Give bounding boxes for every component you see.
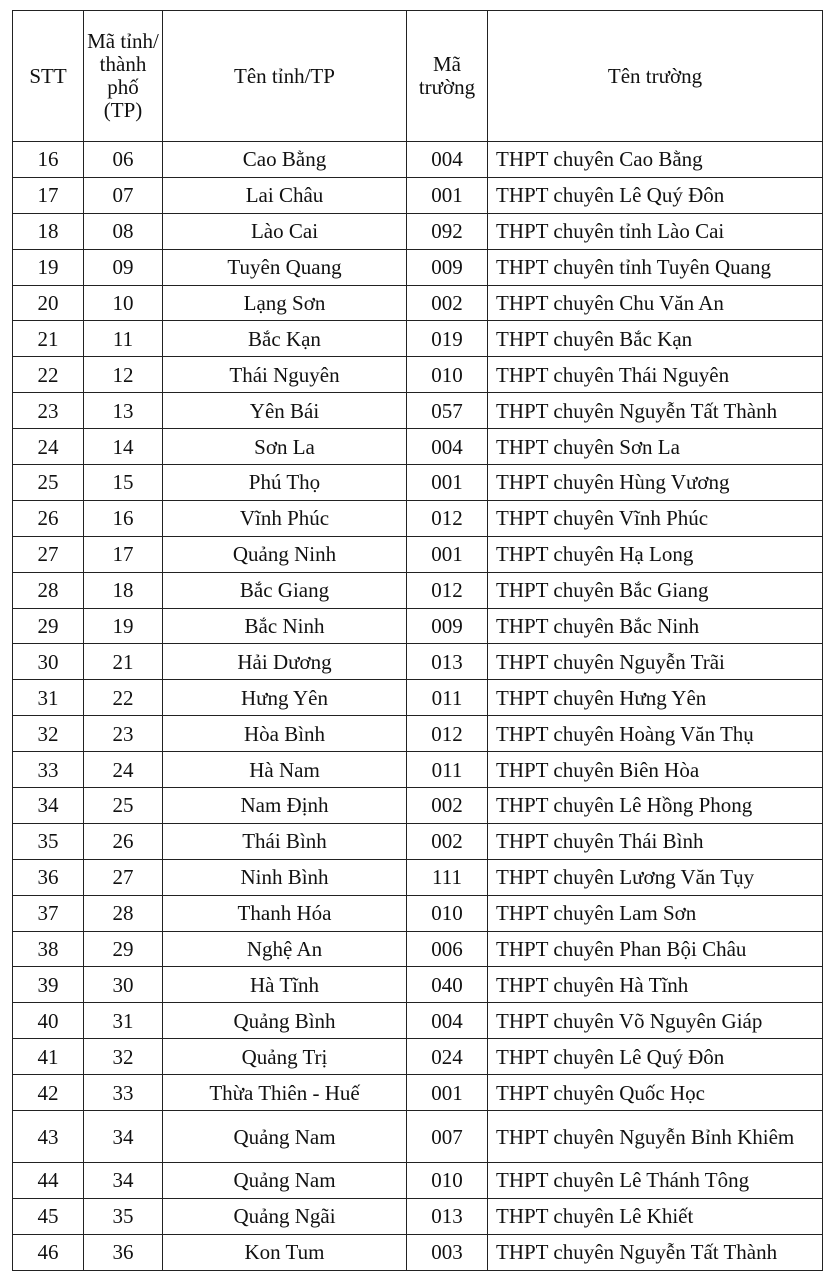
cell-province-code: 15 xyxy=(84,465,163,501)
table-row xyxy=(13,1111,823,1163)
table-row xyxy=(13,1039,823,1075)
cell-stt: 30 xyxy=(13,644,84,680)
cell-stt: 33 xyxy=(13,752,84,788)
cell-school-name: THPT chuyên Hùng Vương xyxy=(488,465,823,501)
cell-stt: 35 xyxy=(13,823,84,859)
cell-stt: 39 xyxy=(13,967,84,1003)
table-row xyxy=(13,465,823,501)
cell-school-code: 004 xyxy=(407,142,488,178)
cell-province-name: Cao Bằng xyxy=(163,142,407,178)
cell-province-code: 32 xyxy=(84,1039,163,1075)
cell-province-name: Tuyên Quang xyxy=(163,249,407,285)
cell-province-code: 21 xyxy=(84,644,163,680)
cell-province-name: Thái Bình xyxy=(163,823,407,859)
cell-school-code: 004 xyxy=(407,429,488,465)
cell-school-name: THPT chuyên Chu Văn An xyxy=(488,285,823,321)
cell-school-code: 003 xyxy=(407,1234,488,1270)
cell-province-code: 19 xyxy=(84,608,163,644)
cell-province-name: Hưng Yên xyxy=(163,680,407,716)
cell-school-name: THPT chuyên Sơn La xyxy=(488,429,823,465)
cell-province-code: 08 xyxy=(84,213,163,249)
cell-province-name: Phú Thọ xyxy=(163,465,407,501)
cell-school-name: THPT chuyên Thái Nguyên xyxy=(488,357,823,393)
table-row xyxy=(13,249,823,285)
cell-province-code: 10 xyxy=(84,285,163,321)
cell-province-name: Thái Nguyên xyxy=(163,357,407,393)
table-row xyxy=(13,823,823,859)
cell-school-code: 040 xyxy=(407,967,488,1003)
table-row xyxy=(13,680,823,716)
cell-stt: 34 xyxy=(13,788,84,824)
cell-province-code: 36 xyxy=(84,1234,163,1270)
cell-school-code: 011 xyxy=(407,680,488,716)
cell-province-code: 25 xyxy=(84,788,163,824)
cell-school-name: THPT chuyên Hưng Yên xyxy=(488,680,823,716)
table-row xyxy=(13,644,823,680)
cell-school-name: THPT chuyên Cao Bằng xyxy=(488,142,823,178)
cell-stt: 42 xyxy=(13,1075,84,1111)
cell-school-code: 007 xyxy=(407,1111,488,1163)
cell-school-code: 019 xyxy=(407,321,488,357)
cell-school-code: 111 xyxy=(407,859,488,895)
cell-province-code: 11 xyxy=(84,321,163,357)
cell-school-name: THPT chuyên Nguyễn Tất Thành xyxy=(488,393,823,429)
cell-stt: 23 xyxy=(13,393,84,429)
cell-province-code: 09 xyxy=(84,249,163,285)
cell-stt: 18 xyxy=(13,213,84,249)
cell-school-code: 013 xyxy=(407,1198,488,1234)
cell-school-name: THPT chuyên tỉnh Lào Cai xyxy=(488,213,823,249)
cell-school-name: THPT chuyên Quốc Học xyxy=(488,1075,823,1111)
table-row xyxy=(13,752,823,788)
cell-province-name: Thanh Hóa xyxy=(163,895,407,931)
header-province-code: Mã tỉnh/ thành phố (TP) xyxy=(84,11,163,142)
cell-province-name: Hà Nam xyxy=(163,752,407,788)
cell-school-name: THPT chuyên Bắc Giang xyxy=(488,572,823,608)
cell-stt: 24 xyxy=(13,429,84,465)
cell-school-code: 012 xyxy=(407,500,488,536)
cell-stt: 25 xyxy=(13,465,84,501)
cell-school-code: 001 xyxy=(407,177,488,213)
cell-province-code: 34 xyxy=(84,1111,163,1163)
cell-stt: 27 xyxy=(13,536,84,572)
cell-stt: 44 xyxy=(13,1163,84,1199)
cell-school-code: 002 xyxy=(407,788,488,824)
cell-school-name: THPT chuyên Biên Hòa xyxy=(488,752,823,788)
cell-school-name: THPT chuyên Thái Bình xyxy=(488,823,823,859)
cell-school-name: THPT chuyên Lương Văn Tụy xyxy=(488,859,823,895)
cell-province-code: 22 xyxy=(84,680,163,716)
cell-stt: 41 xyxy=(13,1039,84,1075)
table-row xyxy=(13,608,823,644)
cell-school-name: THPT chuyên Võ Nguyên Giáp xyxy=(488,1003,823,1039)
cell-school-name: THPT chuyên Lê Quý Đôn xyxy=(488,177,823,213)
cell-province-name: Yên Bái xyxy=(163,393,407,429)
cell-school-code: 009 xyxy=(407,608,488,644)
cell-stt: 29 xyxy=(13,608,84,644)
cell-school-name: THPT chuyên Lam Sơn xyxy=(488,895,823,931)
cell-province-code: 26 xyxy=(84,823,163,859)
table-row xyxy=(13,1198,823,1234)
cell-stt: 40 xyxy=(13,1003,84,1039)
cell-province-code: 17 xyxy=(84,536,163,572)
cell-province-code: 35 xyxy=(84,1198,163,1234)
table-row xyxy=(13,393,823,429)
cell-school-code: 024 xyxy=(407,1039,488,1075)
table-row xyxy=(13,1234,823,1270)
cell-province-code: 28 xyxy=(84,895,163,931)
cell-stt: 16 xyxy=(13,142,84,178)
cell-school-code: 057 xyxy=(407,393,488,429)
cell-school-code: 009 xyxy=(407,249,488,285)
table-row xyxy=(13,859,823,895)
cell-province-code: 14 xyxy=(84,429,163,465)
cell-province-code: 07 xyxy=(84,177,163,213)
cell-school-name: THPT chuyên Lê Thánh Tông xyxy=(488,1163,823,1199)
cell-province-name: Nghệ An xyxy=(163,931,407,967)
cell-school-code: 010 xyxy=(407,357,488,393)
cell-province-name: Lai Châu xyxy=(163,177,407,213)
cell-school-name: THPT chuyên Phan Bội Châu xyxy=(488,931,823,967)
cell-stt: 37 xyxy=(13,895,84,931)
cell-province-code: 33 xyxy=(84,1075,163,1111)
table-row xyxy=(13,142,823,178)
cell-school-name: THPT chuyên Vĩnh Phúc xyxy=(488,500,823,536)
cell-province-name: Kon Tum xyxy=(163,1234,407,1270)
cell-stt: 22 xyxy=(13,357,84,393)
cell-province-name: Nam Định xyxy=(163,788,407,824)
cell-school-code: 001 xyxy=(407,536,488,572)
table-row xyxy=(13,321,823,357)
cell-school-name: THPT chuyên Bắc Kạn xyxy=(488,321,823,357)
cell-province-code: 29 xyxy=(84,931,163,967)
header-school-code: Mã trường xyxy=(407,11,488,142)
cell-province-name: Quảng Trị xyxy=(163,1039,407,1075)
table-row xyxy=(13,788,823,824)
cell-school-code: 004 xyxy=(407,1003,488,1039)
cell-province-code: 31 xyxy=(84,1003,163,1039)
cell-stt: 19 xyxy=(13,249,84,285)
cell-school-name: THPT chuyên tỉnh Tuyên Quang xyxy=(488,249,823,285)
cell-school-name: THPT chuyên Hạ Long xyxy=(488,536,823,572)
cell-stt: 38 xyxy=(13,931,84,967)
table-row xyxy=(13,1163,823,1199)
table-row xyxy=(13,572,823,608)
cell-province-name: Quảng Bình xyxy=(163,1003,407,1039)
cell-province-name: Ninh Bình xyxy=(163,859,407,895)
cell-province-name: Quảng Nam xyxy=(163,1111,407,1163)
table-row xyxy=(13,895,823,931)
header-stt: STT xyxy=(13,11,84,142)
cell-school-name: THPT chuyên Hà Tĩnh xyxy=(488,967,823,1003)
table-row xyxy=(13,285,823,321)
cell-school-code: 011 xyxy=(407,752,488,788)
cell-school-code: 001 xyxy=(407,465,488,501)
cell-province-code: 34 xyxy=(84,1163,163,1199)
schools-table xyxy=(12,10,823,1271)
cell-stt: 31 xyxy=(13,680,84,716)
cell-school-code: 092 xyxy=(407,213,488,249)
table-row xyxy=(13,931,823,967)
cell-stt: 43 xyxy=(13,1111,84,1163)
cell-province-name: Thừa Thiên - Huế xyxy=(163,1075,407,1111)
cell-province-code: 16 xyxy=(84,500,163,536)
cell-school-code: 012 xyxy=(407,572,488,608)
cell-province-code: 27 xyxy=(84,859,163,895)
cell-province-code: 06 xyxy=(84,142,163,178)
cell-stt: 36 xyxy=(13,859,84,895)
cell-school-name: THPT chuyên Lê Khiết xyxy=(488,1198,823,1234)
table-row xyxy=(13,967,823,1003)
table-row xyxy=(13,1075,823,1111)
cell-province-name: Quảng Ngãi xyxy=(163,1198,407,1234)
cell-school-name: THPT chuyên Hoàng Văn Thụ xyxy=(488,716,823,752)
cell-stt: 32 xyxy=(13,716,84,752)
cell-school-code: 006 xyxy=(407,931,488,967)
table-header-row xyxy=(13,11,823,142)
cell-school-code: 010 xyxy=(407,1163,488,1199)
table-row xyxy=(13,500,823,536)
table-row xyxy=(13,536,823,572)
cell-stt: 28 xyxy=(13,572,84,608)
cell-stt: 17 xyxy=(13,177,84,213)
table-row xyxy=(13,429,823,465)
cell-province-name: Lạng Sơn xyxy=(163,285,407,321)
cell-school-name: THPT chuyên Lê Quý Đôn xyxy=(488,1039,823,1075)
cell-province-name: Quảng Nam xyxy=(163,1163,407,1199)
table-row xyxy=(13,177,823,213)
header-school-name: Tên trường xyxy=(488,11,823,142)
cell-province-code: 30 xyxy=(84,967,163,1003)
cell-province-name: Sơn La xyxy=(163,429,407,465)
cell-school-code: 013 xyxy=(407,644,488,680)
cell-province-name: Hòa Bình xyxy=(163,716,407,752)
cell-stt: 46 xyxy=(13,1234,84,1270)
cell-school-name: THPT chuyên Nguyễn Trãi xyxy=(488,644,823,680)
table-row xyxy=(13,213,823,249)
cell-school-name: THPT chuyên Nguyễn Tất Thành xyxy=(488,1234,823,1270)
cell-school-name: THPT chuyên Bắc Ninh xyxy=(488,608,823,644)
cell-province-code: 12 xyxy=(84,357,163,393)
cell-school-code: 001 xyxy=(407,1075,488,1111)
cell-school-name: THPT chuyên Lê Hồng Phong xyxy=(488,788,823,824)
cell-stt: 21 xyxy=(13,321,84,357)
cell-stt: 26 xyxy=(13,500,84,536)
cell-stt: 20 xyxy=(13,285,84,321)
cell-province-name: Bắc Giang xyxy=(163,572,407,608)
cell-school-code: 012 xyxy=(407,716,488,752)
cell-province-code: 13 xyxy=(84,393,163,429)
cell-province-name: Lào Cai xyxy=(163,213,407,249)
cell-school-code: 002 xyxy=(407,285,488,321)
header-province-name: Tên tỉnh/TP xyxy=(163,11,407,142)
cell-province-code: 18 xyxy=(84,572,163,608)
cell-school-code: 010 xyxy=(407,895,488,931)
cell-province-code: 23 xyxy=(84,716,163,752)
cell-province-code: 24 xyxy=(84,752,163,788)
table-row xyxy=(13,716,823,752)
cell-province-name: Bắc Ninh xyxy=(163,608,407,644)
cell-province-name: Hải Dương xyxy=(163,644,407,680)
cell-province-name: Hà Tĩnh xyxy=(163,967,407,1003)
cell-school-code: 002 xyxy=(407,823,488,859)
table-row xyxy=(13,1003,823,1039)
table-row xyxy=(13,357,823,393)
cell-province-name: Bắc Kạn xyxy=(163,321,407,357)
cell-province-name: Quảng Ninh xyxy=(163,536,407,572)
cell-school-name: THPT chuyên Nguyễn Bỉnh Khiêm xyxy=(488,1111,823,1163)
cell-stt: 45 xyxy=(13,1198,84,1234)
cell-province-name: Vĩnh Phúc xyxy=(163,500,407,536)
